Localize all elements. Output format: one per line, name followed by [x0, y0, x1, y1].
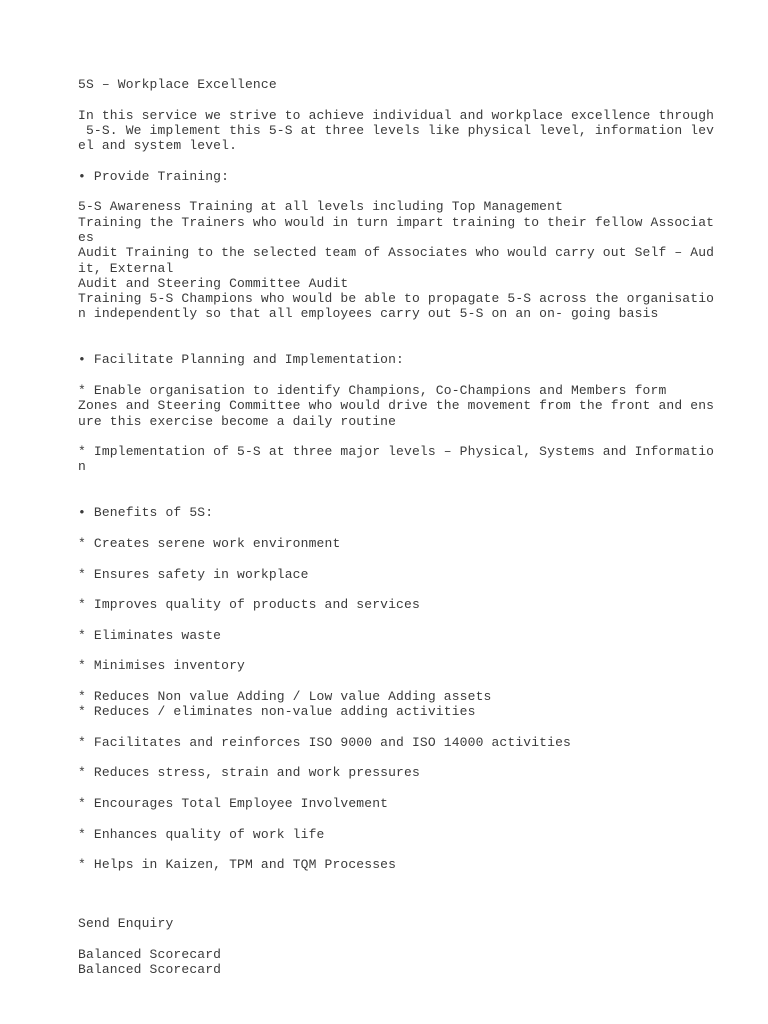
- benefit-item: * Facilitates and reinforces ISO 9000 and ISO 14000 activities: [78, 734, 571, 750]
- benefit-item: * Eliminates waste: [78, 627, 222, 643]
- facilitate-line: ure this exercise become a daily routine: [78, 413, 397, 429]
- benefit-item: * Creates serene work environment: [78, 535, 341, 551]
- benefit-item: * Reduces Non value Adding / Low value Adding assets: [78, 688, 492, 704]
- facilitate-line: * Enable organisation to identify Champions, Co-Champions and Members form: [78, 382, 667, 398]
- facilitate-line: * Implementation of 5-S at three major levels – Physical, Systems and Informatio: [78, 444, 715, 460]
- benefit-item: * Improves quality of products and services: [78, 597, 420, 613]
- facilitate-heading: • Facilitate Planning and Implementation:: [78, 352, 405, 368]
- training-line: es: [78, 229, 94, 245]
- benefit-item: * Encourages Total Employee Involvement: [78, 795, 389, 811]
- benefit-item: * Reduces stress, strain and work pressures: [78, 765, 420, 781]
- send-enquiry-text: Send Enquiry: [78, 916, 174, 932]
- footer-line: Balanced Scorecard: [78, 961, 222, 977]
- benefit-item: * Ensures safety in workplace: [78, 566, 309, 582]
- benefit-item: * Helps in Kaizen, TPM and TQM Processes: [78, 857, 397, 873]
- intro-line: 5-S. We implement this 5-S at three levels like physical level, information lev: [78, 122, 715, 138]
- page-title: 5S – Workplace Excellence: [78, 77, 277, 92]
- benefit-item: * Minimises inventory: [78, 658, 245, 674]
- training-line: 5-S Awareness Training at all levels including Top Management: [78, 199, 564, 215]
- training-line: Audit Training to the selected team of Associates who would carry out Self – Aud: [78, 245, 715, 261]
- benefit-item: * Reduces / eliminates non-value adding activities: [78, 704, 476, 720]
- benefits-heading: • Benefits of 5S:: [78, 505, 214, 521]
- footer-line: Balanced Scorecard: [78, 946, 222, 962]
- training-line: Training the Trainers who would in turn impart training to their fellow Associat: [78, 214, 715, 230]
- benefit-item: * Enhances quality of work life: [78, 826, 325, 842]
- facilitate-line: Zones and Steering Committee who would drive the movement from the front and ens: [78, 398, 715, 414]
- training-line: n independently so that all employees carry out 5-S on an on- going basis: [78, 306, 659, 322]
- intro-line: el and system level.: [78, 138, 238, 154]
- training-line: Training 5-S Champions who would be able to propagate 5-S across the organisatio: [78, 291, 715, 307]
- training-line: it, External: [78, 260, 174, 276]
- training-line: Audit and Steering Committee Audit: [78, 275, 349, 291]
- document-page: [78, 77, 718, 977]
- facilitate-line: n: [78, 459, 86, 475]
- intro-line: In this service we strive to achieve individual and workplace excellence through: [78, 107, 715, 123]
- provide-training-heading: • Provide Training:: [78, 168, 230, 184]
